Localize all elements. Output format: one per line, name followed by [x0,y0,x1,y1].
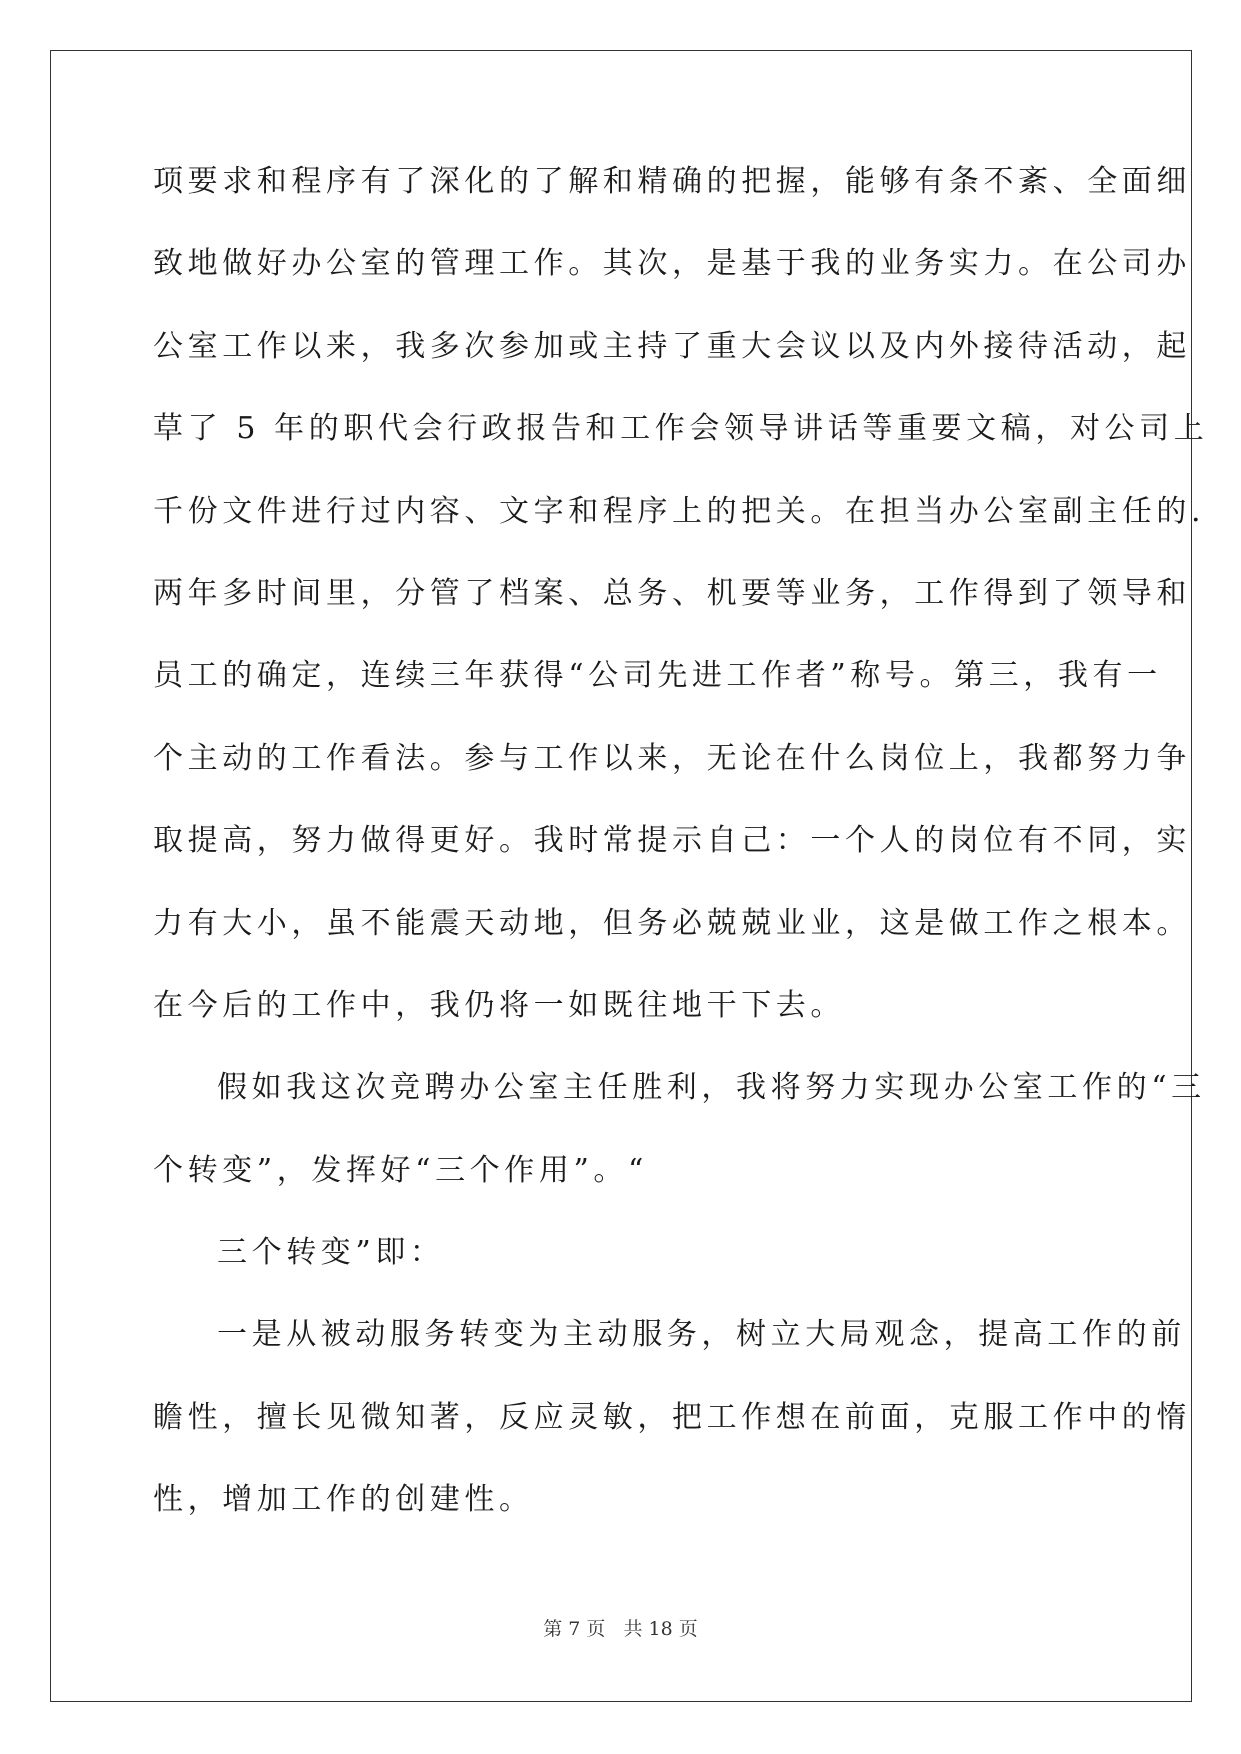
text-line: 千份文件进行过内容、文字和程序上的把关。在担当办公室副主任的. [153,493,1206,529]
text-line: 性，增加工作的创建性。 [153,1482,534,1518]
paragraph-start-line: 一是从被动服务转变为主动服务，树立大局观念，提高工作的前 [217,1317,1186,1353]
text-line: 项要求和程序有了深化的了解和精确的把握，能够有条不紊、全面细 [153,164,1191,199]
text-line: 公室工作以来，我多次参加或主持了重大会议以及内外接待活动，起 [153,328,1191,364]
text-line: 员工的确定，连续三年获得“公司先进工作者”称号。第三，我有一 [153,658,1162,694]
text-line: 取提高，努力做得更好。我时常提示自己：一个人的岗位有不同，实 [153,823,1191,859]
paragraph-start-line: 假如我这次竞聘办公室主任胜利，我将努力实现办公室工作的“三 [217,1070,1206,1106]
text-line: 致地做好办公室的管理工作。其次，是基于我的业务实力。在公司办 [153,246,1191,282]
text-line: 个主动的工作看法。参与工作以来，无论在什么岗位上，我都努力争 [153,740,1191,776]
text-line: 个转变”，发挥好“三个作用”。“ [153,1152,648,1188]
page-number-footer: 第 7 页 共 18 页 [543,1618,698,1640]
document-body [153,156,1209,1557]
text-line: 力有大小，虽不能震天动地，但务必兢兢业业，这是做工作之根本。 [153,905,1191,941]
text-line: 草了 5 年的职代会行政报告和工作会领导讲话等重要文稿，对公司上 [153,411,1209,447]
text-line: 两年多时间里，分管了档案、总务、机要等业务，工作得到了领导和 [153,575,1191,611]
paragraph-start-line: 三个转变”即： [217,1235,445,1271]
text-line: 瞻性，擅长见微知著，反应灵敏，把工作想在前面，克服工作中的惰 [153,1399,1191,1435]
text-line: 在今后的工作中，我仍将一如既往地干下去。 [153,987,845,1023]
